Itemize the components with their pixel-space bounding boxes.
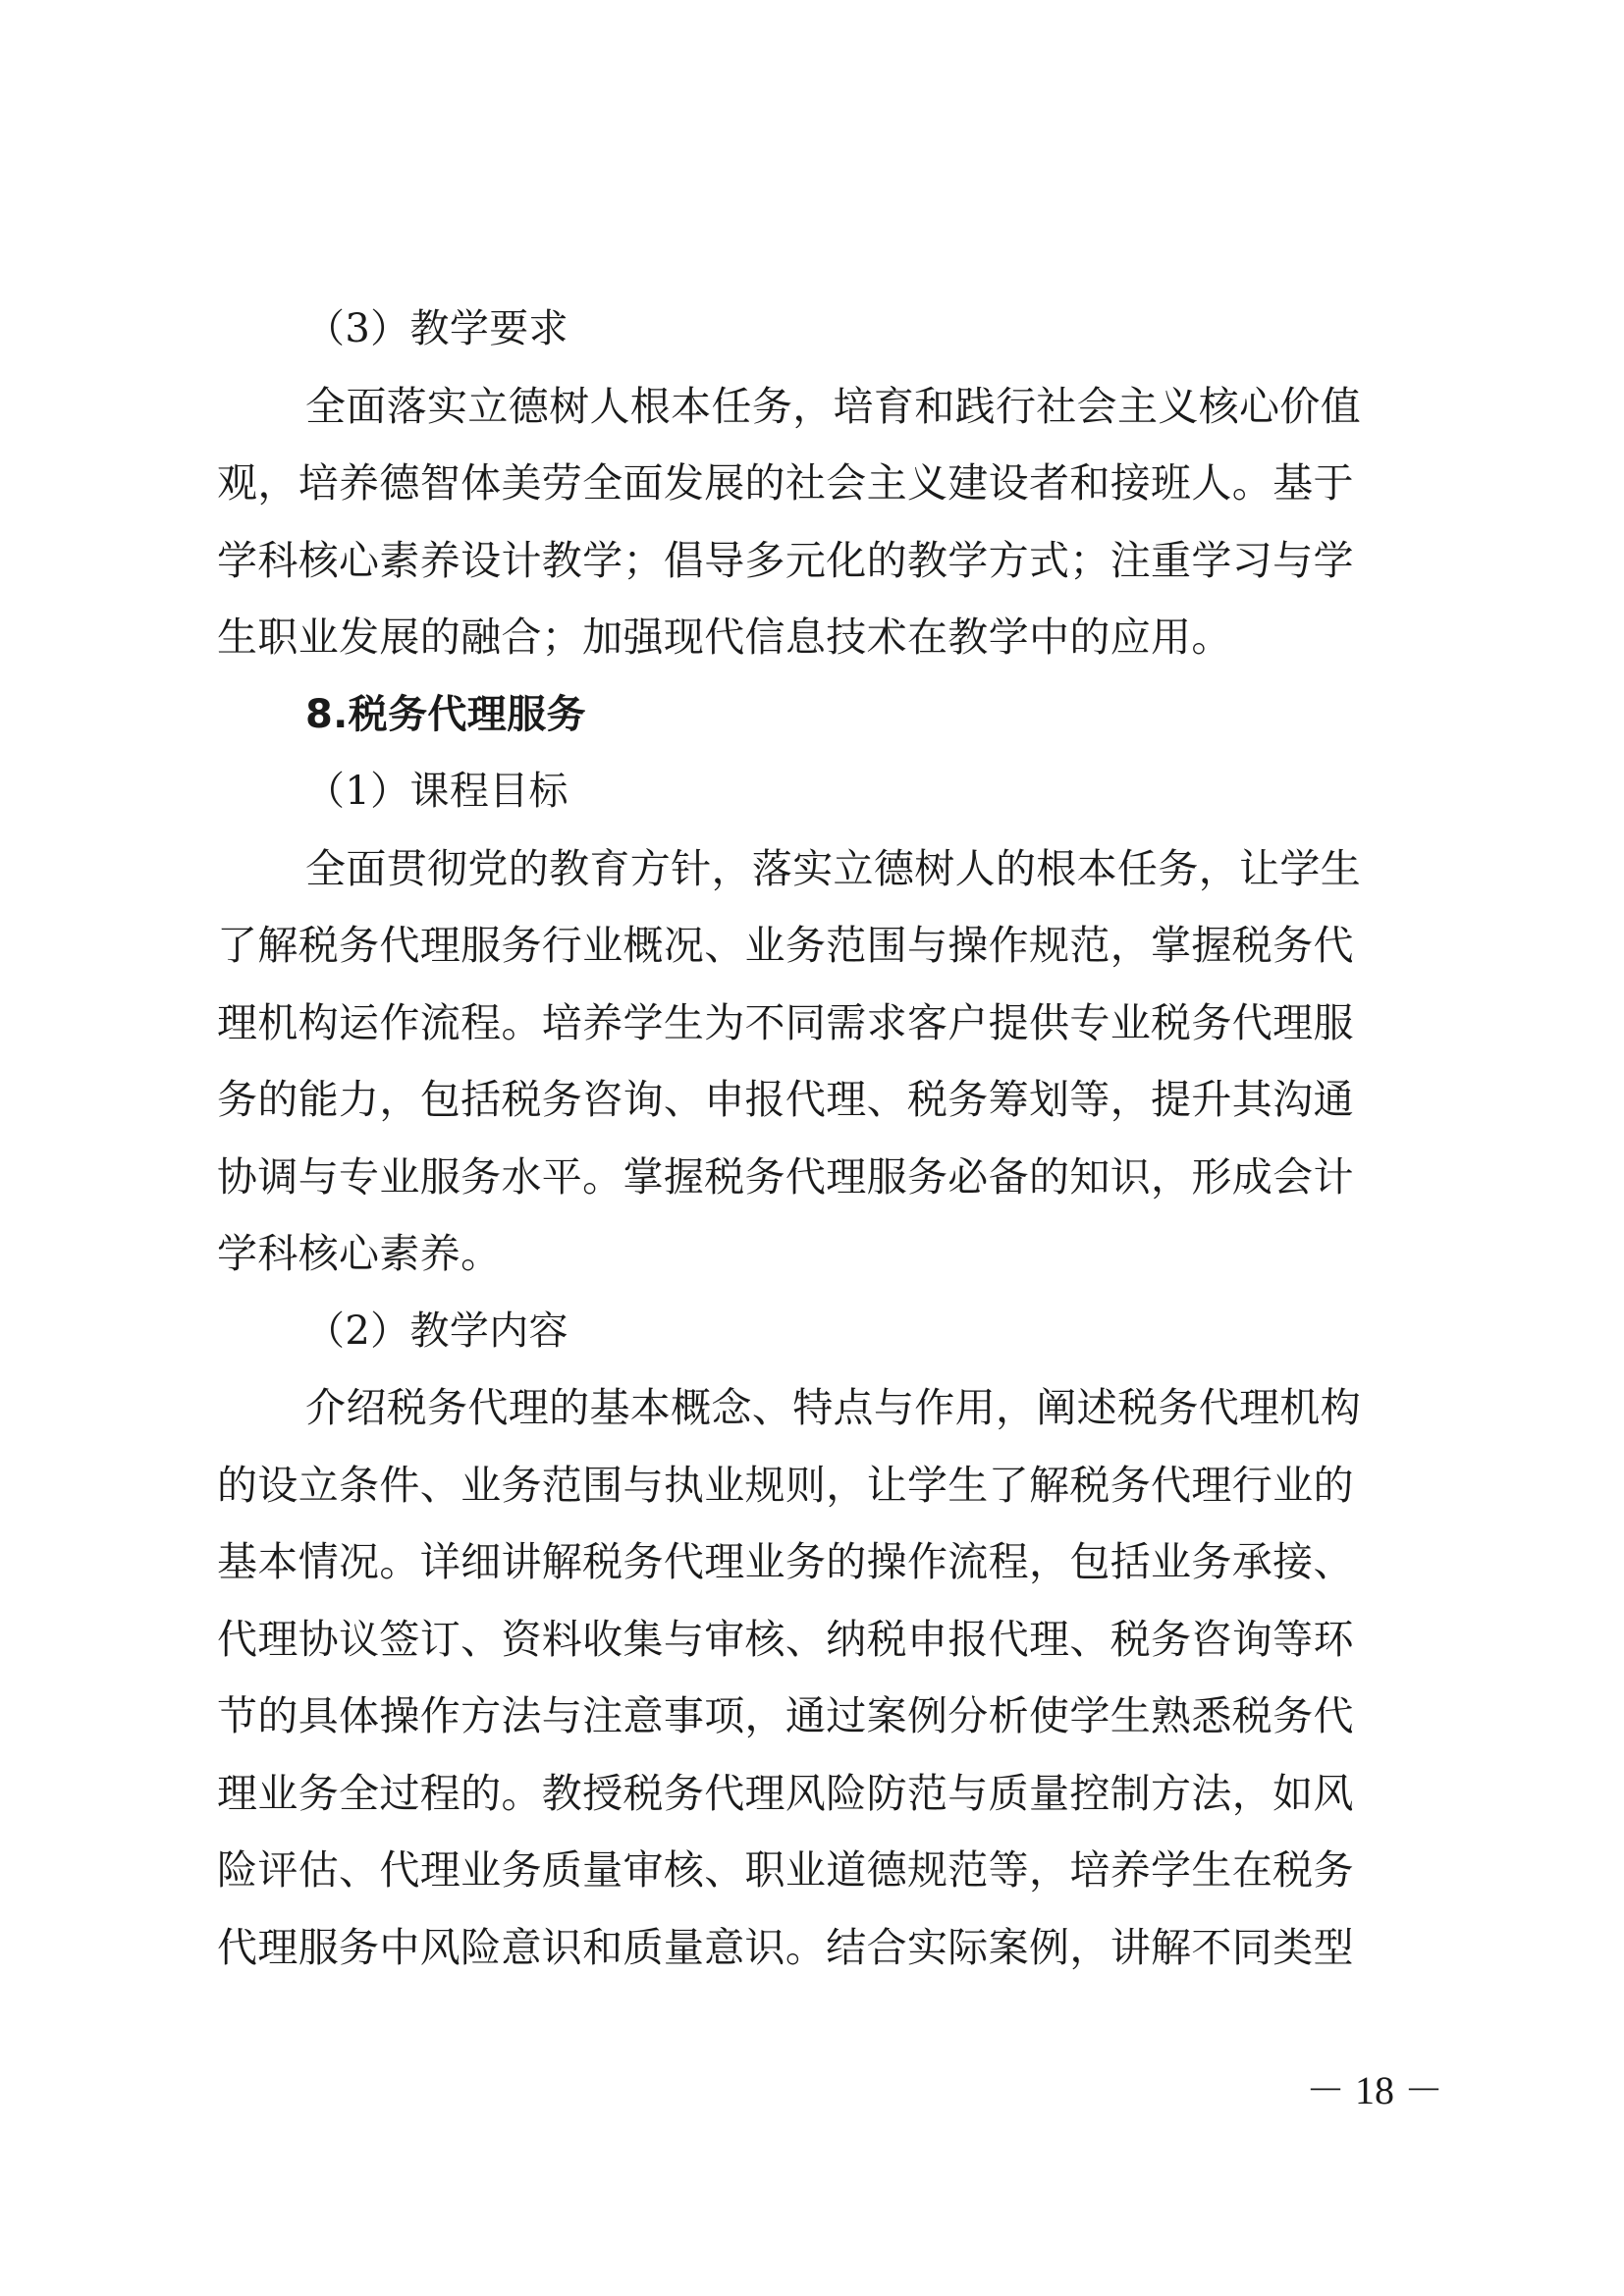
paragraph-line: 代理协议签订、资料收集与审核、纳税申报代理、税务咨询等环 [217,1615,1354,1663]
page-number: － 18 － [1306,2068,1443,2112]
paragraph-line: 协调与专业服务水平。掌握税务代理服务必备的知识，形成会计 [217,1152,1354,1201]
paragraph-line: 全面贯彻党的教育方针，落实立德树人的根本任务，让学生 [305,844,1362,892]
paragraph-line: 观，培养德智体美劳全面发展的社会主义建设者和接班人。基于 [217,459,1354,507]
teaching-content-heading: （2）教学内容 [305,1308,568,1354]
paragraph-line: 理机构运作流程。培养学生为不同需求客户提供专业税务代理服 [217,998,1354,1046]
paragraph-line: 介绍税务代理的基本概念、特点与作用，阐述税务代理机构 [305,1384,1362,1431]
paragraph-line: 基本情况。详细讲解税务代理业务的操作流程，包括业务承接、 [217,1538,1354,1585]
document-body [217,291,1435,1986]
paragraph-line: 理业务全过程的。教授税务代理风险防范与质量控制方法，如风 [217,1769,1354,1817]
course-title: 8.税务代理服务 [305,691,586,737]
paragraph-line: 节的具体操作方法与注意事项，通过案例分析使学生熟悉税务代 [217,1692,1354,1739]
paragraph-line: 险评估、代理业务质量审核、职业道德规范等，培养学生在税务 [217,1846,1354,1894]
paragraph-line: 生职业发展的融合；加强现代信息技术在教学中的应用。 [217,614,1232,661]
course-objective-paragraph [217,830,1435,1293]
teaching-requirements-paragraph [217,368,1435,676]
paragraph-line: 学科核心素养设计教学；倡导多元化的教学方式；注重学习与学 [217,536,1354,584]
paragraph-line: 的设立条件、业务范围与执业规则，让学生了解税务代理行业的 [217,1461,1354,1509]
paragraph-line: 了解税务代理服务行业概况、业务范围与操作规范，掌握税务代 [217,922,1354,969]
paragraph-line: 代理服务中风险意识和质量意识。结合实际案例，讲解不同类型 [217,1923,1354,1971]
paragraph-line: 务的能力，包括税务咨询、申报代理、税务筹划等，提升其沟通 [217,1076,1354,1123]
course-objective-heading: （1）课程目标 [305,769,568,814]
paragraph-line: 学科核心素养。 [217,1230,502,1277]
paragraph-line: 全面落实立德树人根本任务，培育和践行社会主义核心价值 [305,382,1362,430]
teaching-requirements-heading: （3）教学要求 [305,306,568,351]
teaching-content-paragraph [217,1369,1435,1986]
